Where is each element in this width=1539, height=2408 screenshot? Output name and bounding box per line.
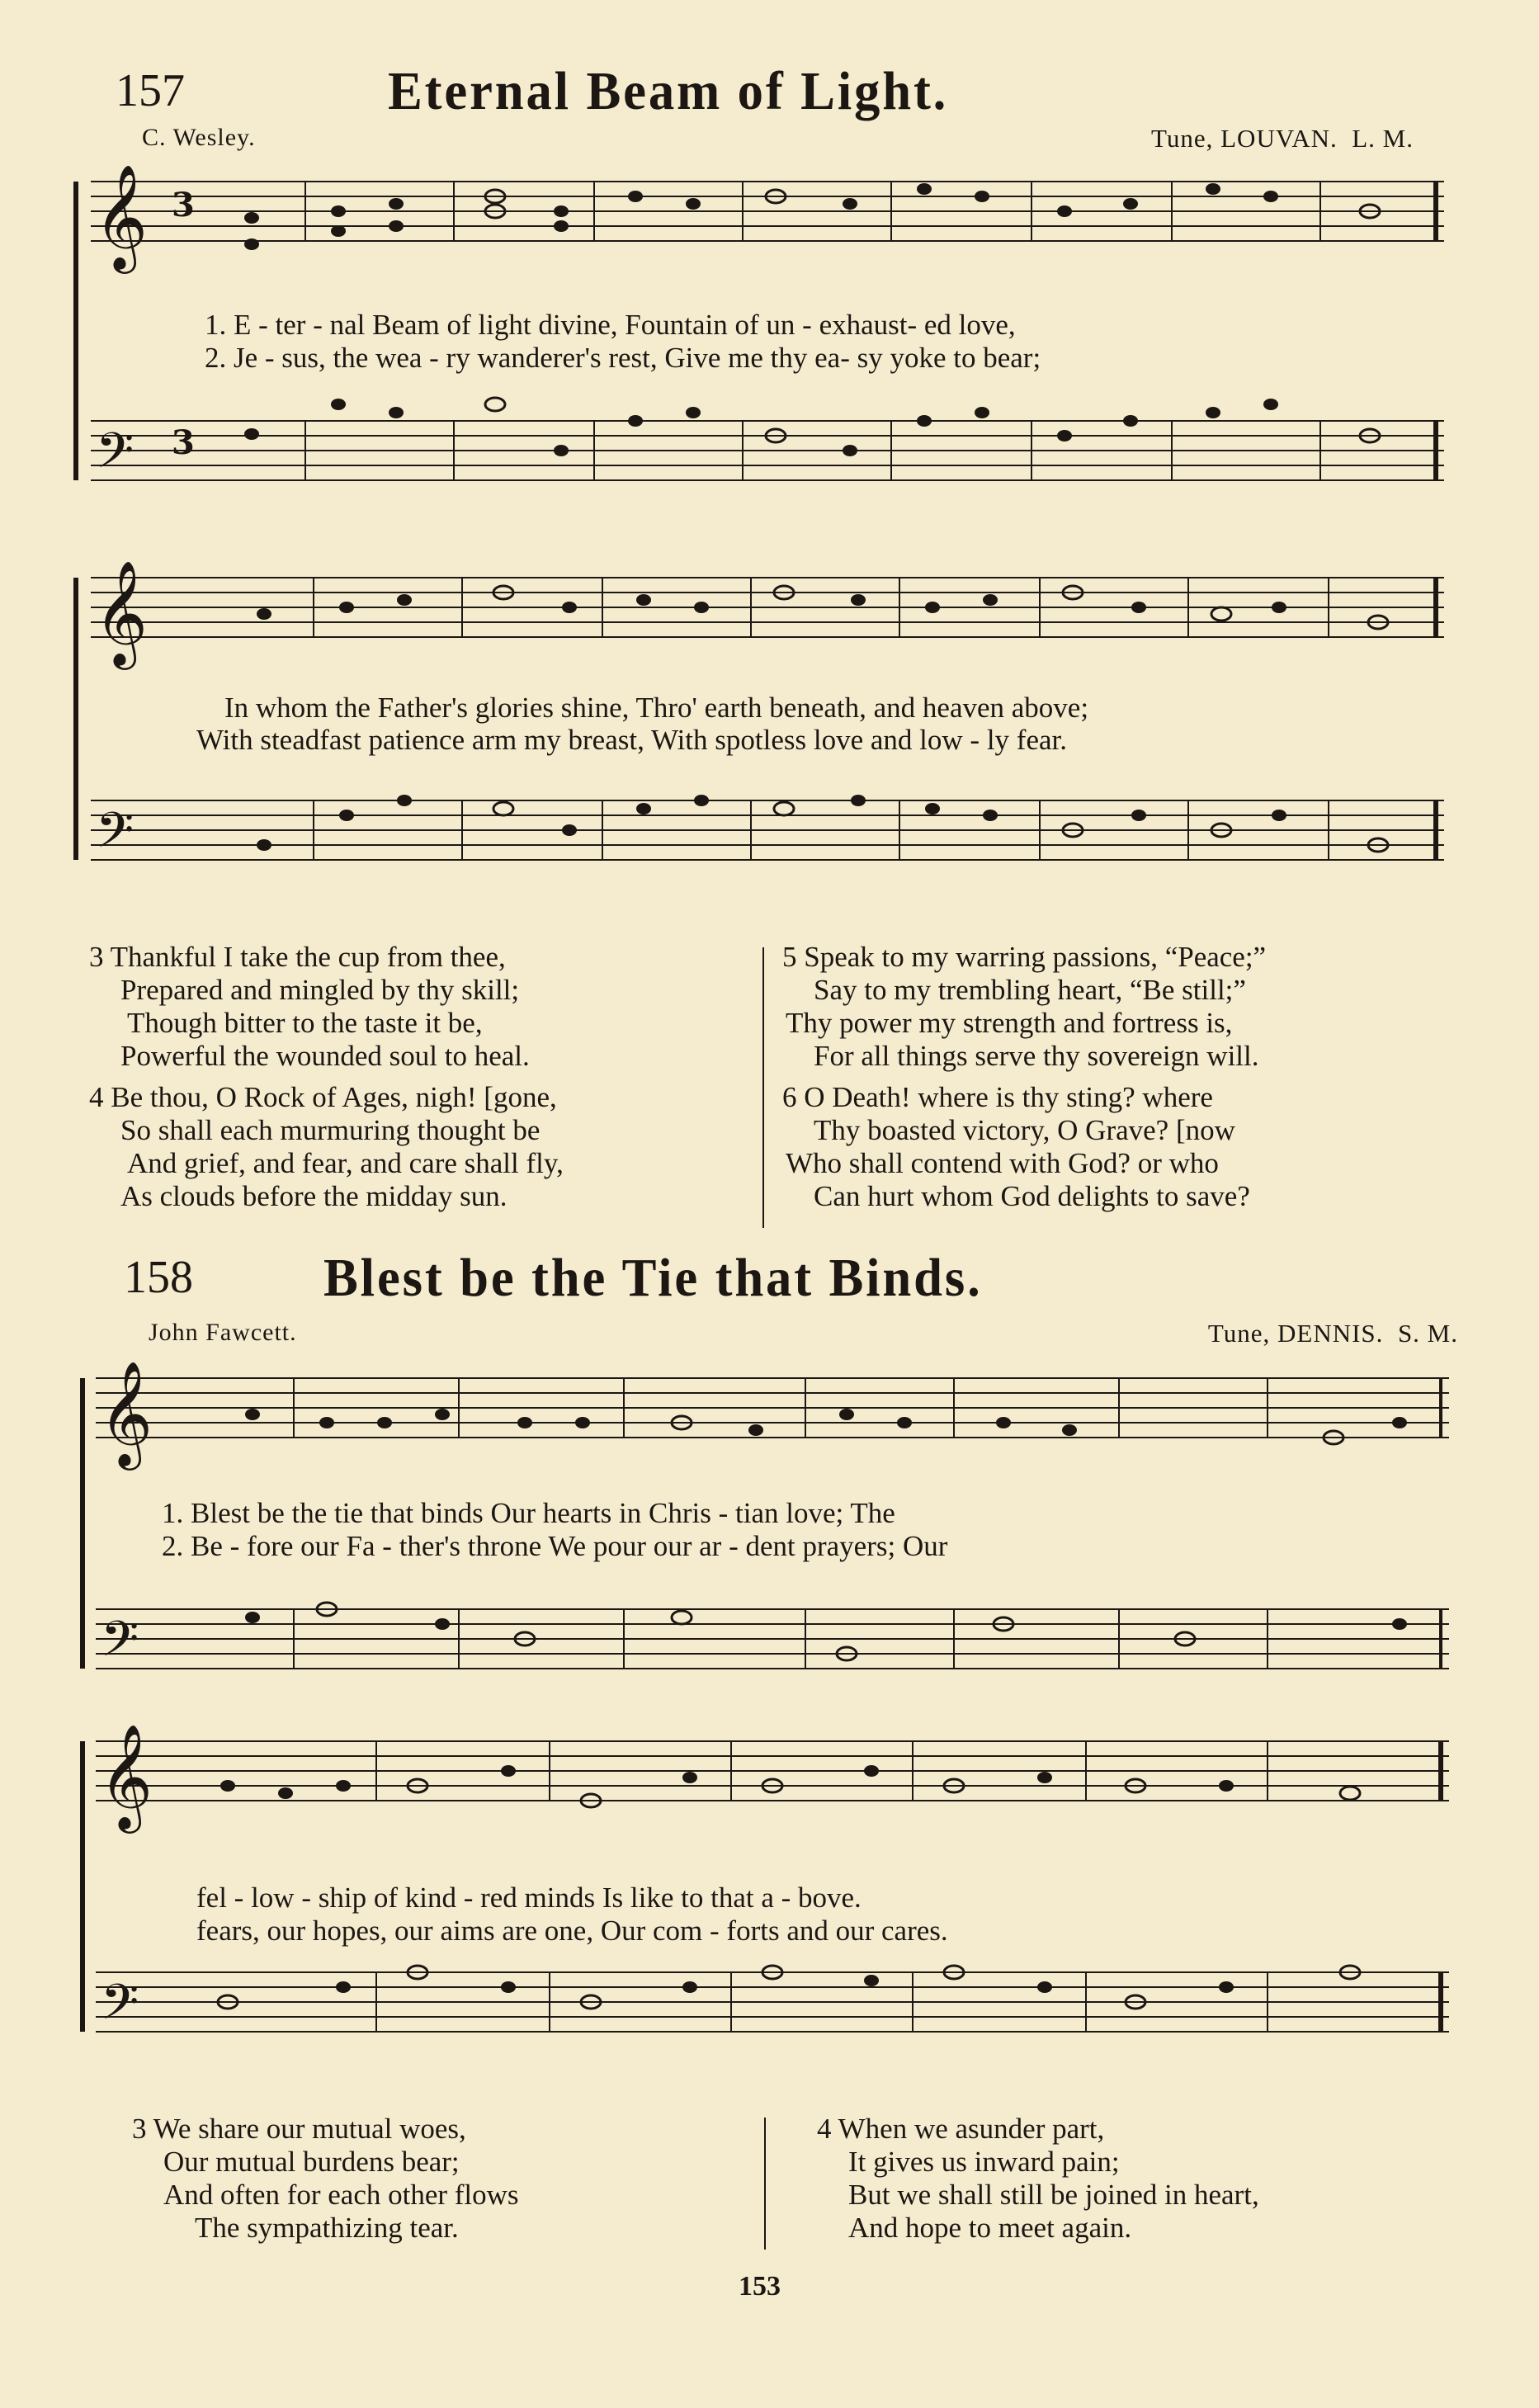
verse-line: Thankful I take the cup from thee, — [110, 941, 506, 973]
verse-line: The sympathizing tear. — [195, 2212, 459, 2244]
hymn-tune — [1208, 1320, 1458, 1346]
verse-line: Powerful the wounded soul to heal. — [120, 1040, 530, 1072]
verse-line: And hope to meet again. — [848, 2212, 1132, 2244]
lyric-line: With steadfast patience arm my breast, With spotless love and low - ly fear. — [196, 724, 1067, 756]
time-signature: 3 — [172, 186, 195, 224]
verse-line: Prepared and mingled by thy skill; — [120, 974, 520, 1006]
tune-meter: L. M. — [1352, 124, 1414, 153]
column-divider — [762, 947, 764, 1228]
verse-number: 3 — [132, 2113, 147, 2145]
treble-staff — [91, 182, 1444, 241]
treble-clef-icon: 𝄞 — [94, 165, 149, 269]
verse — [782, 1081, 1459, 1213]
verse-column-right — [817, 2113, 1461, 2245]
verse-line: Speak to my warring passions, “Peace;” — [804, 941, 1267, 973]
hymn-tune — [1151, 125, 1414, 151]
hymn-title: Blest be the Tie that Binds. — [323, 1248, 983, 1308]
verse-line: Can hurt whom God delights to save? — [814, 1180, 1250, 1212]
bass-staff — [96, 1972, 1449, 2032]
bass-staff — [91, 421, 1444, 480]
bass-clef-icon: 𝄢 — [101, 1610, 139, 1679]
verse-line: For all things serve thy sovereign will. — [814, 1040, 1259, 1072]
verse-line: When we asunder part, — [838, 2113, 1105, 2145]
lyric-line: 2. Je - sus, the wea - ry wanderer's rest, Give me thy ea- sy yoke to bear; — [205, 342, 1041, 374]
verse-line: Thy power my strength and fortress is, — [786, 1007, 1233, 1039]
bass-clef-icon: 𝄢 — [96, 422, 135, 491]
lyric-line: fears, our hopes, our aims are one, Our com - forts and our cares. — [196, 1915, 948, 1947]
verse-line: And grief, and fear, and care shall fly, — [127, 1147, 564, 1179]
lyric-line: fel - low - ship of kind - red minds Is like to that a - bove. — [196, 1882, 862, 1914]
verse — [132, 2113, 743, 2245]
verse — [782, 941, 1459, 1073]
verse-number: 4 — [89, 1081, 104, 1113]
verse-column-left — [132, 2113, 743, 2245]
bass-clef-icon: 𝄢 — [96, 801, 135, 871]
bass-staff — [96, 1609, 1449, 1669]
lyric-line: 1. E - ter - nal Beam of light divine, Fountain of un - exhaust- ed love, — [205, 309, 1016, 341]
verse — [817, 2113, 1461, 2245]
verse-line: So shall each murmuring thought be — [120, 1114, 541, 1146]
verse-line: It gives us inward pain; — [848, 2146, 1120, 2178]
verse — [89, 941, 749, 1073]
verse-column-left — [89, 941, 749, 1213]
column-divider — [764, 2118, 766, 2250]
lyric-line: In whom the Father's glories shine, Thro' earth beneath, and heaven above; — [224, 692, 1089, 724]
verse-number: 4 — [817, 2113, 832, 2145]
treble-clef-icon: 𝄞 — [99, 1725, 153, 1829]
lyric-line: 1. Blest be the tie that binds Our hearts in Chris - tian love; The — [162, 1497, 895, 1529]
time-signature: 3 — [172, 423, 195, 462]
hymn-author: C. Wesley. — [142, 124, 256, 151]
page-number: 153 — [739, 2271, 781, 2302]
verse-line: Our mutual burdens bear; — [163, 2146, 460, 2178]
verse-line: Though bitter to the taste it be, — [127, 1007, 483, 1039]
verse-number: 5 — [782, 941, 797, 973]
treble-staff — [91, 578, 1444, 637]
hymn-number: 158 — [124, 1252, 193, 1303]
verse-line: Who shall contend with God? or who — [786, 1147, 1219, 1179]
hymn-author: John Fawcett. — [149, 1319, 297, 1346]
tune-name: Tune, LOUVAN. — [1151, 124, 1338, 153]
hymn-title: Eternal Beam of Light. — [388, 61, 949, 121]
verse — [89, 1081, 749, 1213]
treble-clef-icon: 𝄞 — [99, 1362, 153, 1466]
hymn-number: 157 — [116, 65, 185, 116]
lyric-line: 2. Be - fore our Fa - ther's throne We pour our ar - dent prayers; Our — [162, 1530, 948, 1562]
verse-line: We share our mutual woes, — [153, 2113, 466, 2145]
verse-line: And often for each other flows — [163, 2179, 519, 2211]
tune-name: Tune, DENNIS. — [1207, 1319, 1384, 1348]
treble-clef-icon: 𝄞 — [94, 561, 149, 665]
verse-line: Be thou, O Rock of Ages, nigh! [gone, — [111, 1081, 557, 1113]
verse-line: As clouds before the midday sun. — [120, 1180, 507, 1212]
verse-line: But we shall still be joined in heart, — [848, 2179, 1259, 2211]
verse-line: O Death! where is thy sting? where — [804, 1081, 1213, 1113]
verse-line: Thy boasted victory, O Grave? [now — [814, 1114, 1235, 1146]
treble-staff — [96, 1378, 1449, 1438]
bass-clef-icon: 𝄢 — [101, 1973, 139, 2042]
verse-line: Say to my trembling heart, “Be still;” — [814, 974, 1246, 1006]
verse-column-right — [782, 941, 1459, 1213]
verse-number: 3 — [89, 941, 104, 973]
verse-number: 6 — [782, 1081, 797, 1113]
tune-meter: S. M. — [1397, 1319, 1458, 1348]
bass-staff — [91, 800, 1444, 860]
